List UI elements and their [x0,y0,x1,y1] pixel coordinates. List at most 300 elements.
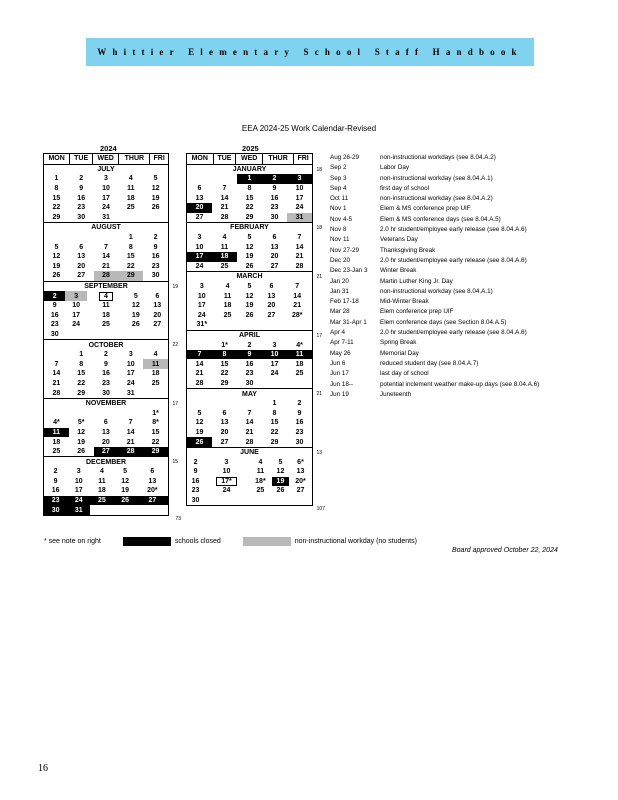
day-cell: 19 [245,302,254,310]
day-cell: 7 [222,185,227,193]
workday-count: 22 [172,342,178,349]
day-cell: 1 [79,351,84,359]
event-desc: Mid-Winter Break [380,298,429,306]
day-cell: 20 [77,262,86,270]
day-cell [260,320,282,330]
day-cell: 27 [94,447,119,457]
day-cell [237,399,262,409]
day-cell: 18 [102,311,110,319]
day-cell: 2 [44,291,65,301]
handbook-banner [86,38,534,66]
day-cell: 24 [126,379,135,387]
event-row [330,246,610,256]
day-cell [212,174,237,184]
event-row [330,390,610,400]
day-cell: 12 [131,302,140,310]
day-cell: 3 [104,175,108,183]
event-date: Jun 18-- [330,380,354,388]
page-number: 16 [38,763,48,774]
day-cell: 30 [245,379,254,387]
day-cell: 5 [247,283,252,291]
event-row [330,349,610,359]
day-cell: 2 [297,400,302,408]
day-cell: 6 [272,234,277,242]
day-cell: 14 [52,370,61,378]
day-cell: 17 [197,302,206,310]
day-cell: 16 [245,360,254,368]
day-cell: 10 [102,185,110,193]
day-cell [87,291,125,301]
day-cell: 22 [126,262,135,270]
day-cell: 18 [295,360,304,368]
day-cell: 19 [272,477,289,487]
day-cell: 14 [102,253,110,261]
day-cell: 24 [197,311,206,319]
event-desc: 2.0 hr student/employee early release (see 8.04.A.6) [380,256,527,264]
day-cell: 27 [195,213,204,221]
day-cell: 11 [223,292,232,300]
day-cell: 14 [126,428,135,436]
day-cell: 17 [295,194,304,202]
day-cell: 24 [67,496,90,506]
day-cell: 25 [256,487,265,495]
day-cell: 12 [245,243,254,251]
month-july [43,165,169,224]
day-cell: 23 [270,204,279,212]
month-may [186,389,322,448]
day-cell: 2 [79,175,84,183]
day-cell: 1 [54,175,59,183]
day-cell: 17 [72,311,81,319]
day-cell: 12 [52,253,61,261]
day-cell: 30 [270,213,279,221]
weekday-label: TUE [70,154,93,165]
day-cell [44,233,69,243]
weekday-header [43,153,169,165]
day-cell: 27 [153,321,162,329]
day-cell [137,505,168,515]
month-april [186,331,322,390]
day-cell: 4 [99,468,104,476]
day-cell: 2 [104,351,108,359]
day-cell [187,340,212,350]
legend [44,537,417,546]
day-cell: 19 [131,311,140,319]
day-cell: 8 [79,360,84,368]
day-cell: 30 [295,438,304,446]
day-cell: 15 [52,194,61,202]
day-cell: 8 [128,243,133,251]
event-desc: non-instructional workday (see 8.04.A.2) [380,195,493,203]
day-cell [44,350,69,360]
event-desc: Winter Break [380,267,417,275]
workday-total: 107 [316,506,325,513]
day-cell: 3 [272,341,277,349]
day-cell: 2 [193,458,198,466]
day-cell [187,174,212,184]
day-cell: 29 [245,213,254,221]
day-cell: 21 [220,204,229,212]
day-cell: 22 [151,438,160,446]
year-left: 2024 [100,144,117,153]
day-cell: 28 [118,447,143,457]
day-cell: 14 [195,360,204,368]
day-cell: 10 [72,302,81,310]
day-cell [239,320,261,330]
day-cell: 26 [245,262,254,270]
day-cell: 6 [150,468,155,476]
day-cell: 9 [297,409,302,417]
day-cell: 15 [245,194,254,202]
day-cell: 29 [118,271,143,281]
day-cell: 15 [151,428,160,436]
day-cell: 11 [44,428,69,438]
day-cell: 17 [187,252,212,262]
month-name: JUNE [240,449,259,457]
day-cell: 8* [152,419,159,427]
day-cell: 8 [272,409,277,417]
day-cell: 12 [151,185,160,193]
day-cell [69,408,94,418]
day-cell: 23 [295,428,304,436]
day-cell: 22 [77,379,86,387]
day-cell: 25 [126,204,135,212]
day-cell: 7 [247,409,252,417]
day-cell: 26 [187,437,212,447]
day-cell: 19 [77,438,86,446]
weekday-header [186,153,313,165]
day-cell: 18* [255,477,266,485]
weekday-label: FRI [150,154,169,165]
day-cell: 23 [77,204,86,212]
legend-closed-swatch [123,537,171,546]
day-cell: 5 [153,175,158,183]
day-cell: 30 [151,272,160,280]
year-right: 2025 [242,144,259,153]
event-date: Jan 20 [330,277,349,285]
day-cell: 4 [258,458,263,466]
day-cell: 14 [245,419,254,427]
day-cell: 16 [270,194,279,202]
day-cell: 11 [256,468,265,476]
day-cell: 13 [195,194,204,202]
day-cell: 21 [293,302,302,310]
day-cell: 29 [52,213,61,221]
day-cell: 30 [77,213,86,221]
month-november [43,399,178,458]
day-cell: 26 [114,496,137,506]
day-cell: 3 [199,283,204,291]
day-cell [125,330,146,340]
weekday-label: THUR [262,154,293,165]
day-cell: 6 [155,292,160,300]
day-cell [118,408,143,418]
day-cell: 26 [131,321,140,329]
day-cell: 14 [295,243,304,251]
event-date: Mar 31-Apr 1 [330,318,367,326]
day-cell: 9 [237,350,262,360]
day-cell: 26 [77,448,86,456]
day-cell: 5 [247,234,252,242]
event-desc: 2.0 hr student/employee early release (see 8.04.A.6) [380,226,527,234]
day-cell: 5 [278,458,283,466]
weekday-label: TUE [213,154,236,165]
day-cell: 9 [153,243,158,251]
day-cell: 12 [121,477,129,485]
day-cell: 31 [67,505,90,515]
day-cell: 30 [44,505,67,515]
banner-text: Whittier Elementary School Staff Handbook [97,47,523,57]
day-cell: 23 [191,487,200,495]
day-cell: 1* [221,341,228,349]
event-desc: non-instructional workday (see 8.04.A.1) [380,174,493,182]
event-row [330,184,610,194]
day-cell: 21 [195,370,204,378]
day-cell [217,320,239,330]
month-name: APRIL [239,331,260,339]
day-cell: 8 [54,185,59,193]
day-cell: 3 [65,291,86,301]
month-october [43,340,178,399]
month-name: MAY [242,390,257,398]
day-cell: 10 [222,468,231,476]
day-cell: 4 [225,283,230,291]
legend-noninstr: non-instructional workday (no students) [294,538,417,545]
event-date: Aug 26-29 [330,154,360,161]
day-cell: 23 [245,370,254,378]
event-row [330,338,610,348]
day-cell: 16 [77,194,86,202]
day-cell: 3 [197,234,202,242]
day-cell: 23 [102,379,110,387]
event-desc: Elem conference prep UIF [380,308,454,316]
day-cell: 20 [153,311,162,319]
event-desc: Spring Break [380,339,417,347]
day-cell: 22 [220,370,229,378]
day-cell: 26 [151,204,160,212]
day-cell: 1 [128,234,133,242]
month-name: SEPTEMBER [84,283,128,291]
event-desc: Martin Luther King Jr. Day [380,277,453,285]
day-cell: 19 [151,194,160,202]
day-cell: 28 [220,213,229,221]
day-cell: 24 [102,204,110,212]
day-cell: 10 [262,350,287,360]
workday-total: 73 [175,515,181,522]
day-cell: 19 [245,253,254,261]
day-cell: 6 [269,283,274,291]
workday-count: 21 [316,391,322,398]
event-row [330,328,610,338]
day-cell: 30 [50,330,59,338]
day-cell: 26 [52,272,61,280]
day-cell: 7 [187,350,212,360]
calendar-2024 [43,153,181,522]
day-cell: 6 [103,419,108,427]
day-cell: 29 [220,379,229,387]
day-cell: 16 [151,253,160,261]
day-cell: 9 [52,302,57,310]
month-march [186,272,322,331]
day-cell [262,379,287,389]
event-date: Nov 1 [330,205,347,213]
event-row [330,235,610,245]
day-cell: 9 [53,477,58,485]
day-cell: 9 [79,185,84,193]
day-cell: 13 [148,477,157,485]
month-name: FEBRUARY [230,224,269,232]
day-cell: 13 [220,419,229,427]
day-cell: 18 [126,194,135,202]
day-cell: 15 [270,419,279,427]
event-row [330,307,610,317]
event-desc: Elem & MS conference days (see 8.04.A.5) [380,215,501,223]
day-cell: 4* [53,419,60,427]
day-cell: 20 [187,203,212,213]
day-cell: 28 [52,389,61,397]
day-cell [289,496,312,506]
day-cell: 16 [191,477,200,485]
day-cell [204,477,249,487]
day-cell: 18 [98,487,106,495]
event-date: Mar 28 [330,308,350,316]
month-name: NOVEMBER [85,400,127,408]
event-date: Nov 8 [330,226,347,234]
month-september [43,282,178,341]
day-cell: 19 [121,487,129,495]
day-cell: 21 [52,379,61,387]
event-row [330,174,610,184]
day-cell: 15 [77,370,86,378]
event-date: Nov 4-5 [330,215,353,223]
day-cell: 18 [52,438,61,446]
event-row [330,277,610,287]
day-cell: 5 [123,468,128,476]
day-cell: 17 [74,487,83,495]
day-cell: 13 [77,253,86,261]
day-cell [143,388,168,398]
day-cell: 28 [245,438,254,446]
event-date: Apr 4 [330,329,346,337]
event-date: Sep 3 [330,174,347,182]
month-name: JANUARY [232,165,267,173]
day-cell: 5 [54,243,59,251]
day-cell: 27 [137,496,168,506]
day-cell: 31 [287,213,312,223]
day-cell: 24 [270,370,279,378]
day-cell: 22 [270,428,279,436]
board-approved: Board approved October 22, 2024 [452,547,558,554]
event-date: Nov 11 [330,236,350,244]
day-cell: 28 [94,271,119,281]
event-desc: Elem conference days (see Section 8.04.A.5) [380,318,507,326]
day-cell: 25 [295,370,304,378]
day-cell: 8 [212,350,237,360]
day-cell: 25 [52,448,61,456]
day-cell: 16 [51,487,60,495]
event-date: Jun 19 [330,390,349,398]
event-desc: Labor Day [380,164,410,172]
day-cell: 2 [247,341,252,349]
event-date: Dec 20 [330,256,350,264]
month-name: JULY [97,165,115,173]
day-cell: 27 [270,262,279,270]
day-cell: 23 [44,496,67,506]
day-cell: 11 [287,350,312,360]
day-cell: 8 [247,185,252,193]
day-cell: 24 [195,262,204,270]
day-cell: 24 [295,204,304,212]
day-cell: 13 [270,243,279,251]
event-desc: non-instructional workday (see 8.04.A.1) [380,287,493,295]
day-cell: 23 [50,321,59,329]
event-desc: first day of school [380,184,429,192]
day-cell: 7 [297,234,302,242]
event-desc: Memorial Day [380,349,419,357]
day-cell: 13 [296,468,305,476]
weekday-label: THUR [119,154,150,165]
day-cell: 15 [220,360,229,368]
day-cell: 13 [153,302,162,310]
event-date: Jan 31 [330,287,349,295]
day-cell: 10 [126,360,135,368]
event-row [330,380,610,390]
day-cell: 28* [291,311,303,319]
day-cell: 2 [53,468,58,476]
day-cell [147,330,168,340]
day-cell: 16 [50,311,59,319]
day-cell: 20 [270,253,279,261]
event-date: Sep 4 [330,184,347,192]
day-cell: 11 [102,302,110,310]
day-cell: 19 [195,428,204,436]
day-cell: 21 [295,253,304,261]
day-cell: 27 [220,438,229,446]
event-row [330,153,610,163]
day-cell: 13 [101,428,110,436]
day-cell: 9 [272,185,277,193]
month-name: DECEMBER [85,458,127,466]
day-cell: 18 [151,370,160,378]
day-cell: 13 [267,292,276,300]
day-cell: 18 [212,252,237,262]
day-cell [44,408,69,418]
event-desc: Thanksgiving Break [380,246,436,254]
event-row [330,163,610,173]
day-cell: 12 [77,428,86,436]
day-cell [118,213,143,223]
event-desc: 2.0 hr student/employee early release (see 8.04.A.6) [380,329,527,337]
day-cell: 29 [143,447,168,457]
event-date: Apr 7-11 [330,339,354,347]
event-date: Nov 27-29 [330,246,360,254]
day-cell: 7 [295,283,300,291]
day-cell: 31* [196,321,208,329]
day-cell: 2 [262,174,287,184]
event-date: Sep 2 [330,164,347,172]
event-row [330,297,610,307]
day-cell: 26 [245,311,254,319]
day-cell [87,330,125,340]
day-cell: 21 [245,428,254,436]
day-cell: 15 [126,253,135,261]
day-cell: 4* [296,341,303,349]
day-cell: 21 [102,262,110,270]
day-cell: 28 [195,379,204,387]
event-date: May 26 [330,349,351,357]
legend-noninstr-swatch [243,537,291,546]
day-cell: 3 [287,174,312,184]
